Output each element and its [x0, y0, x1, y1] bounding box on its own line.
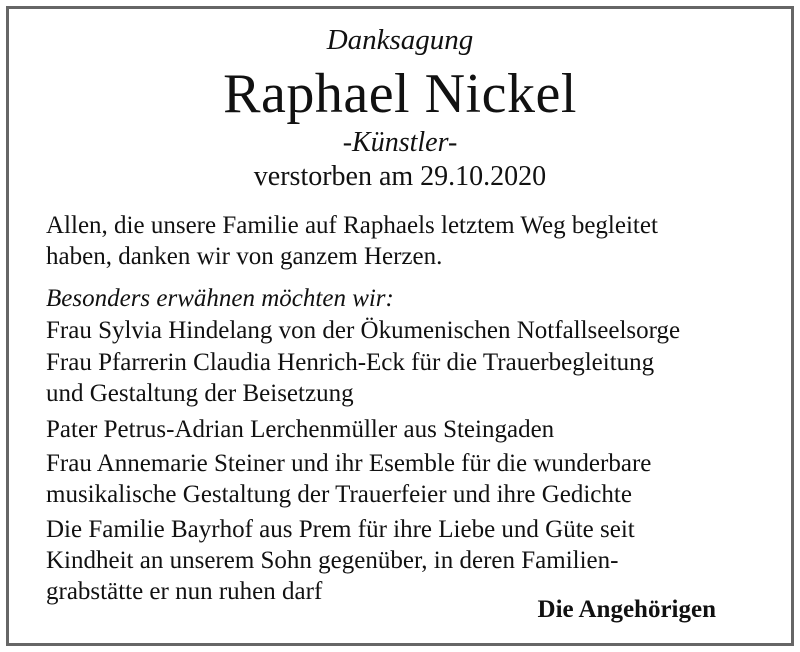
deceased-profession: -Künstler-	[342, 127, 458, 158]
mention-line: Frau Sylvia Hindelang von der Ökumenischen Notfallseelsorge	[46, 317, 681, 344]
mention-line: Kindheit an unserem Sohn gegenüber, in deren Familien-	[46, 547, 619, 574]
thanks-line: haben, danken wir von ganzem Herzen.	[46, 243, 443, 270]
mention-line: Frau Pfarrerin Claudia Henrich-Eck für die Trauerbegleitung	[46, 349, 655, 376]
mention-line: grabstätte er nun ruhen darf	[46, 578, 323, 605]
deceased-name: Raphael Nickel	[223, 63, 577, 125]
mention-entry	[46, 514, 635, 607]
signoff: Die Angehörigen	[537, 596, 716, 623]
mention-entry	[46, 448, 651, 510]
mention-line: Pater Petrus-Adrian Lerchenmüller aus Steingaden	[46, 416, 555, 443]
mention-line: Frau Annemarie Steiner und ihr Esemble für die wunderbare	[46, 450, 652, 477]
mention-entry	[46, 414, 554, 445]
mention-line: musikalische Gestaltung der Trauerfeier und ihre Gedichte	[46, 481, 632, 508]
notice-intro: Danksagung	[326, 24, 474, 56]
special-mentions-heading: Besonders erwähnen möchten wir:	[46, 285, 394, 312]
thanks-line: Allen, die unsere Familie auf Raphaels letztem Weg begleitet	[46, 212, 658, 239]
mention-line: Die Familie Bayrhof aus Prem für ihre Liebe und Güte seit	[46, 516, 635, 543]
mention-entry	[46, 347, 654, 409]
mention-line: und Gestaltung der Beisetzung	[46, 380, 354, 407]
thanks-paragraph	[46, 210, 658, 272]
death-date-line: verstorben am 29.10.2020	[253, 161, 547, 192]
mention-entry	[46, 315, 680, 346]
